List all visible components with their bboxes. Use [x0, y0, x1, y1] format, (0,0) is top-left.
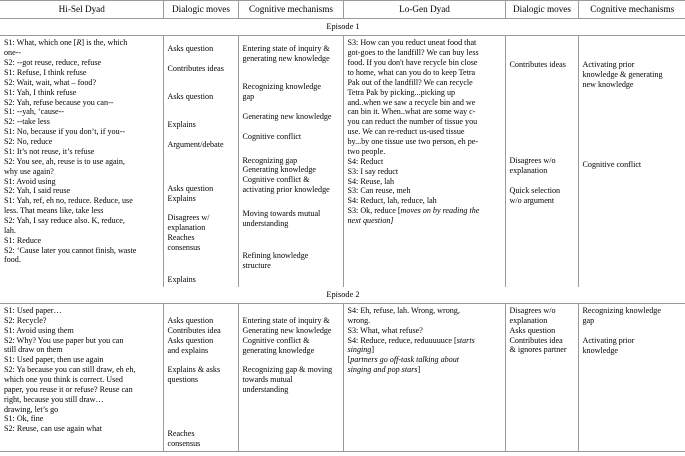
mechanism-item: gap — [582, 315, 595, 325]
hisel-dialogue-text: S1: What, which one [R] is the, which one-- S2: --got reuse, reduce, refuse S1: Refuse, I think refuse S2: Wait, wait, what – food? S1: Yah, I think refuse S2: Yah, refuse because you can-- S1: --yah, ‘cause-- S2: --take less S1: No, because if you don’t, if you-- S2: No, reduce S1: It’s not reuse, it’s refuse S2: You see, ah, reuse is to use again, why use again? S1: Avoid using S2: Yah, I said reuse S1: Yah, ref, eh no, reduce. Reduce, use less. That means like, take less S2: Yah, I say reduce also. K, reduce, lah. S1: Reduce S2: ‘Cause later you cannot finish, waste food. — [4, 38, 137, 265]
logen-dialogue-cell-ep1 — [343, 36, 505, 287]
mechanism-item: Generating new knowledge — [242, 325, 332, 335]
mechanism-item: Recognizing gap — [242, 155, 298, 165]
hisel-moves-cell-ep2 — [163, 304, 238, 452]
column-header-hisel-cognitive-mechanisms: Cognitive mechanisms — [238, 1, 343, 19]
move-item: Explains — [167, 274, 196, 284]
move-item: consensus — [167, 439, 201, 449]
move-item: Contributes idea — [509, 335, 563, 345]
logen-dialogue-text: S4: Eh, refuse, lah. Wrong, wrong, wrong. S3: What, what refuse? S4: Reduce, reduce, reduuuuuce [starts singing] [partners go off-task talking about singing and pop stars] — [347, 306, 475, 375]
mechanism-item: Generating knowledge — [242, 165, 316, 175]
mechanism-item: Activating prior — [582, 60, 635, 70]
move-item: & ignores partner — [509, 345, 567, 355]
move-item: Reaches — [167, 429, 195, 439]
move-item: Disagrees w/ — [167, 213, 210, 223]
hisel-dialogue-cell-ep1 — [0, 36, 163, 287]
move-item: questions — [167, 375, 199, 385]
hisel-mechanisms-list — [243, 306, 340, 395]
column-header-hisel-dyad: Hi-Sel Dyad — [0, 1, 163, 19]
mechanism-item: Moving towards mutual — [242, 209, 321, 219]
mechanism-item: Recognizing knowledge — [582, 306, 661, 316]
move-item: Argument/debate — [167, 139, 224, 149]
logen-moves-list — [510, 306, 575, 355]
logen-dialogue-cell-ep2 — [343, 304, 505, 452]
move-item: Disagrees w/o — [509, 156, 556, 166]
mechanism-item: Generating new knowledge — [242, 111, 332, 121]
mechanism-item: structure — [242, 260, 271, 270]
column-header-logen-dyad: Lo-Gen Dyad — [343, 1, 505, 19]
mechanism-item: Recognizing gap & moving — [242, 365, 333, 375]
move-item: consensus — [167, 243, 201, 253]
logen-mechanisms-cell-ep2 — [578, 304, 685, 452]
logen-mechanisms-cell-ep1 — [578, 36, 685, 287]
move-item: Contributes idea — [167, 325, 221, 335]
mechanism-item: Cognitive conflict & — [242, 335, 310, 345]
episode-1-body-row — [0, 36, 685, 287]
move-item: Quick selection — [509, 186, 561, 196]
logen-moves-cell-ep1 — [505, 36, 578, 287]
episode-banner-row-2 — [0, 287, 685, 304]
episode-banner-row-1 — [0, 19, 685, 36]
mechanism-item: activating prior knowledge — [242, 185, 330, 195]
move-item: w/o argument — [509, 195, 555, 205]
move-item: and explains — [167, 345, 209, 355]
hisel-mechanisms-cell-ep2 — [238, 304, 343, 452]
hisel-moves-cell-ep1 — [163, 36, 238, 287]
move-item: Asks question — [167, 335, 214, 345]
move-item: Asks question — [167, 183, 214, 193]
mechanism-item: Cognitive conflict — [242, 131, 302, 141]
move-item: Asks question — [167, 92, 214, 102]
logen-moves-cell-ep2 — [505, 304, 578, 452]
mechanism-item: towards mutual — [242, 375, 293, 385]
move-item: explanation — [167, 223, 206, 233]
move-item: Reaches — [167, 233, 195, 243]
move-item: explanation — [509, 315, 548, 325]
mechanism-item: Activating prior — [582, 335, 635, 345]
mechanism-item: gap — [242, 92, 255, 102]
mechanism-item: understanding — [242, 385, 289, 395]
column-header-logen-dialogic-moves: Dialogic moves — [505, 1, 578, 19]
mechanism-item: Entering state of inquiry & — [242, 44, 330, 54]
mechanism-item: Entering state of inquiry & — [242, 316, 330, 326]
logen-mechanisms-list — [583, 306, 683, 355]
hisel-moves-list — [168, 306, 235, 449]
column-header-hisel-dialogic-moves: Dialogic moves — [163, 1, 238, 19]
move-item: Asks question — [509, 325, 556, 335]
mechanism-item: Cognitive conflict & — [242, 175, 310, 185]
mechanism-item: knowledge & generating — [582, 70, 663, 80]
episode-2-body-row — [0, 304, 685, 452]
mechanism-item: generating knowledge — [242, 345, 315, 355]
logen-moves-list — [510, 38, 575, 205]
episode-banner-label: Episode 2 — [0, 287, 685, 304]
move-item: Contributes ideas — [167, 64, 224, 74]
move-item: Disagrees w/o — [509, 306, 556, 316]
logen-dialogue-text: S3: How can you reduct uneat food that got-goes to the landfill? We can buy less food. If you don't have recycle bin close to home, what can you do to keep Tetra Pak out of the landfill? We can recycle Tetra Pak by picking...picking up and..when we saw a recycle bin and we can bin it. When..what are some way c- you can reduct the number of tissue you use. We can re-reduct us-used tissue by...by one tissue use two person, eh pe- two people. S4: Reduct S3: I say reduct S4: Reuse, lah S3: Can reuse, meh S4: Reduct, lah, reduce, lah S3: Ok, reduce [moves on by reading the next question] — [347, 38, 480, 225]
mechanism-item: Recognizing knowledge — [242, 82, 321, 92]
mechanism-item: Refining knowledge — [242, 250, 309, 260]
mechanism-item: generating new knowledge — [242, 54, 330, 64]
column-header-logen-cognitive-mechanisms: Cognitive mechanisms — [578, 1, 685, 19]
mechanism-item: new knowledge — [582, 80, 634, 90]
hisel-mechanisms-cell-ep1 — [238, 36, 343, 287]
hisel-dialogue-text: S1: Used paper… S2: Recycle? S1: Avoid using them S2: Why? You use paper but you can still draw on them S1: Used paper, then use again S2: Ya because you can still draw, eh eh, which one you think is correct. Used paper, you reuse it or refuse? Reuse can right, because you still draw… drawing, let’s go S1: Ok, fine S2: Reuse, can use again what — [4, 306, 136, 434]
move-item: Contributes ideas — [509, 60, 566, 70]
mechanism-item: knowledge — [582, 345, 619, 355]
move-item: Explains — [167, 120, 196, 130]
mechanism-item: Cognitive conflict — [582, 160, 642, 170]
logen-mechanisms-list — [583, 38, 683, 169]
episode-banner-label: Episode 1 — [0, 19, 685, 36]
move-item: Explains — [167, 193, 196, 203]
hisel-mechanisms-list — [243, 38, 340, 270]
move-item: explanation — [509, 166, 548, 176]
move-item: Explains & asks — [167, 365, 221, 375]
mechanism-item: understanding — [242, 218, 289, 228]
hisel-moves-list — [168, 38, 235, 284]
move-item: Asks question — [167, 316, 214, 326]
hisel-dialogue-cell-ep2 — [0, 304, 163, 452]
move-item: Asks question — [167, 44, 214, 54]
table-header-row — [0, 1, 685, 19]
